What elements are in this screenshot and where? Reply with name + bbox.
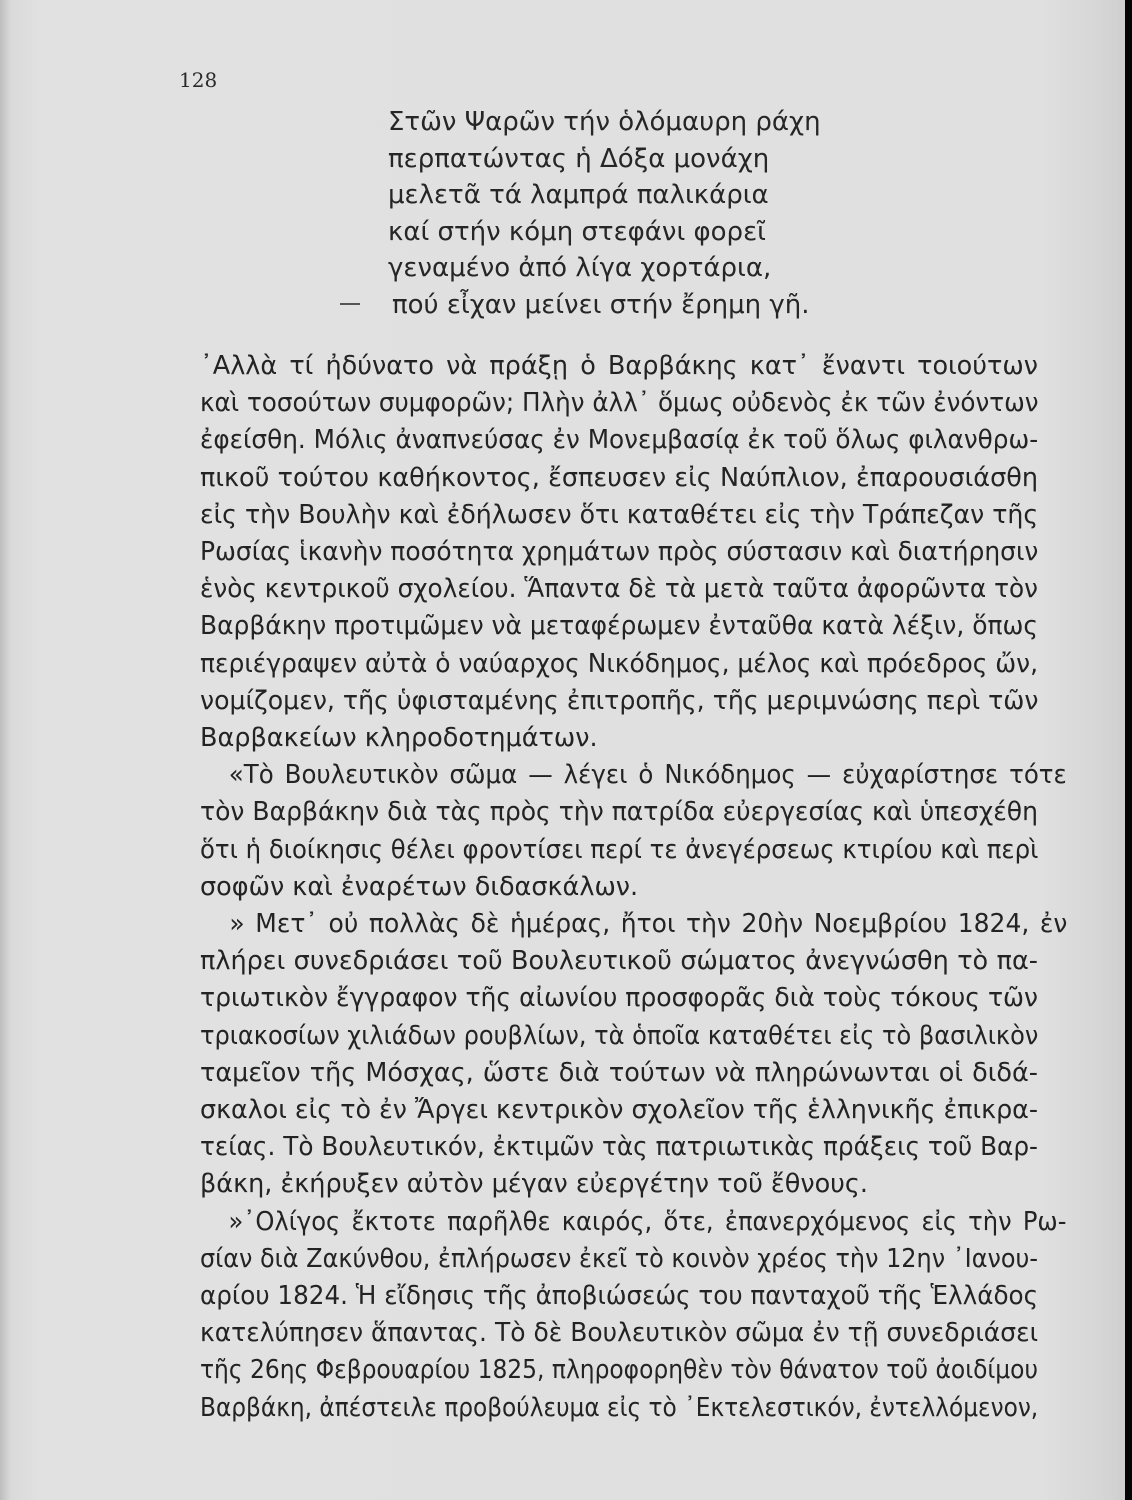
- text-line: καὶ τοσούτων συμφορῶν; Πλὴν ἀλλ᾿ ὅμως οὐδενὸς ἐκ τῶν ἐνόντων: [200, 388, 1039, 419]
- text-line: αρίου 1824. Ἡ εἴδησις τῆς ἀποβιώσεώς του πανταχοῦ τῆς Ἑλλάδος: [200, 1281, 1039, 1312]
- text-line: τριωτικὸν ἔγγραφον τῆς αἰωνίου προσφορᾶς διὰ τοὺς τόκους τῶν: [200, 983, 1039, 1014]
- body-text: [200, 348, 1068, 1427]
- poem-line: μελετᾶ τά λαμπρά παλικάρια: [388, 180, 769, 211]
- text-line: κατελύπησεν ἅπαντας. Τὸ δὲ Βουλευτικὸν σῶμα ἐν τῇ συνεδριάσει: [200, 1318, 1039, 1349]
- text-line: Βαρβάκη, ἀπέστειλε προβούλευμα εἰς τὸ ᾿Εκτελεστικόν, ἐντελλόμενον,: [200, 1392, 1039, 1423]
- text-line: πικοῦ τούτου καθήκοντος, ἔσπευσεν εἰς Ναύπλιον, ἐπαρουσιάσθη: [200, 462, 1038, 493]
- page-number: 128: [179, 68, 218, 92]
- text-line: » Μετ᾿ οὐ πολλὰς δὲ ἡμέρας, ἤτοι τὴν 20ὴν Νοεμβρίου 1824, ἐν: [229, 909, 1068, 940]
- poem-line: γεναμένο ἀπό λίγα χορτάρια,: [388, 253, 772, 284]
- page-left-edge: [0, 0, 10, 1500]
- poem-separator: [340, 303, 360, 305]
- text-line: σίαν διὰ Ζακύνθου, ἐπλήρωσεν ἐκεῖ τὸ κοινὸν χρέος τὴν 12ην ᾿Ιανου-: [200, 1243, 1038, 1274]
- poem: [388, 104, 821, 324]
- text-line: ταμεῖον τῆς Μόσχας, ὥστε διὰ τούτων νὰ πληρώνωνται οἱ διδά-: [200, 1057, 1038, 1088]
- paragraph: [200, 1204, 1067, 1427]
- text-line: τείας. Τὸ Βουλευτικόν, ἐκτιμῶν τὰς πατριωτικὰς πράξεις τοῦ Βαρ-: [200, 1132, 1038, 1163]
- text-line: «Τὸ Βουλευτικὸν σῶμα — λέγει ὁ Νικόδημος — εὐχαρίστησε τότε: [228, 760, 1067, 791]
- poem-line: περπατώντας ἡ Δόξα μονάχη: [388, 143, 770, 174]
- text-line: τριακοσίων χιλιάδων ρουβλίων, τὰ ὁποῖα καταθέτει εἰς τὸ βασιλικὸν: [200, 1020, 1039, 1051]
- text-line: ᾿Αλλὰ τί ἠδύνατο νὰ πράξῃ ὁ Βαρβάκης κατ᾿ ἔναντι τοιούτων: [200, 351, 1038, 381]
- text-line: περιέγραψεν αὐτὰ ὁ ναύαρχος Νικόδημος, μέλος καὶ πρόεδρος ὤν,: [200, 648, 1039, 679]
- text-line: τῆς 26ης Φεβρουαρίου 1825, πληροφορηθὲν τὸν θάνατον τοῦ ἀοιδίμου: [200, 1355, 1038, 1386]
- paragraph: [200, 348, 1038, 757]
- text-line: ἐφείσθη. Μόλις ἀναπνεύσας ἐν Μονεμβασίᾳ ἐκ τοῦ ὅλως φιλανθρω-: [200, 425, 1039, 456]
- text-line: βάκη, ἐκήρυξεν αὐτὸν μέγαν εὐεργέτην τοῦ ἔθνους.: [200, 1169, 868, 1200]
- text-line: »᾿Ολίγος ἔκτοτε παρῆλθε καιρός, ὅτε, ἐπανερχόμενος εἰς τὴν Ρω-: [228, 1206, 1067, 1237]
- text-line: σοφῶν καὶ ἐναρέτων διδασκάλων.: [200, 871, 639, 902]
- scan-border: [1125, 0, 1132, 1500]
- paragraph: [200, 757, 1067, 906]
- poem-line: πού εἶχαν μείνει στήν ἔρημη γῆ.: [392, 289, 810, 320]
- text-line: νομίζομεν, τῆς ὑφισταμένης ἐπιτροπῆς, τῆς μεριμνώσης περὶ τῶν: [200, 685, 1039, 716]
- text-line: πλήρει συνεδριάσει τοῦ Βουλευτικοῦ σώματος ἀνεγνώσθη τὸ πα-: [200, 946, 1038, 977]
- text-line: ὅτι ἡ διοίκησις θέλει φροντίσει περί τε ἀνεγέρσεως κτιρίου καὶ περὶ: [200, 834, 1039, 865]
- text-line: Ρωσίας ἱκανὴν ποσότητα χρημάτων πρὸς σύστασιν καὶ διατήρησιν: [200, 537, 1039, 568]
- poem-line: καί στήν κόμη στεφάνι φορεῖ: [388, 216, 766, 247]
- poem-line: Στῶν Ψαρῶν τήν ὁλόμαυρη ράχη: [388, 107, 821, 137]
- text-line: εἰς τὴν Βουλὴν καὶ ἐδήλωσεν ὅτι καταθέτει εἰς τὴν Τράπεζαν τῆς: [200, 499, 1039, 530]
- text-line: Βαρβάκην προτιμῶμεν νὰ μεταφέρωμεν ἐνταῦθα κατὰ λέξιν, ὅπως: [200, 611, 1038, 642]
- text-line: Βαρβακείων κληροδοτημάτων.: [200, 723, 598, 754]
- text-line: ἑνὸς κεντρικοῦ σχολείου. Ἅπαντα δὲ τὰ μετὰ ταῦτα ἀφορῶντα τὸν: [200, 574, 1038, 605]
- paragraph: [200, 906, 1068, 1204]
- text-line: τὸν Βαρβάκην διὰ τὰς πρὸς τὴν πατρίδα εὐεργεσίας καὶ ὑπεσχέθη: [200, 797, 1038, 828]
- text-line: σκαλοι εἰς τὸ ἐν Ἄργει κεντρικὸν σχολεῖον τῆς ἑλληνικῆς ἐπικρα-: [200, 1095, 1039, 1126]
